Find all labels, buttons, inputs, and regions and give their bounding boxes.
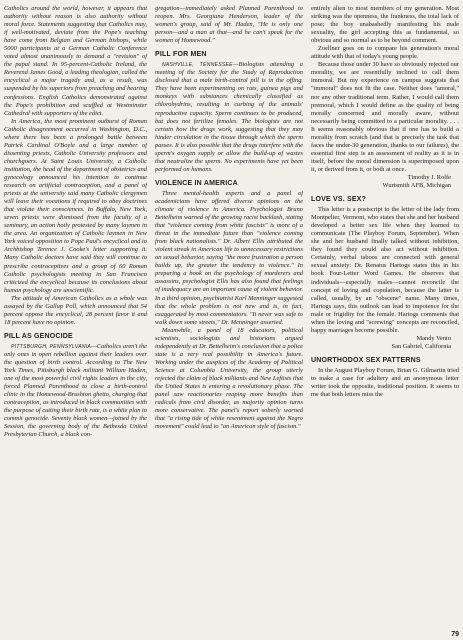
signature-name: Timothy J. Rolfe (407, 173, 451, 181)
section-heading: VIOLENCE IN AMERICA (155, 179, 238, 187)
paragraph: —Biologists attending a meeting of the Society for the Study of Reproduction disclosed that a male birth-control pill is in the offing. They have been experimenting on rats, guinea pigs and monkeys with substances chemically classified as chlorohydrins, resulting in curbing of the animals' reproductive capacity. Sperm continues to be produced, but does not fertilize females. The biologists are not certain how the drugs work, suggesting that they may hinder circulation in the tissue through which the sperm passes. It is also possible that the drugs interfere with the sperm's oxygen supply or allow the build-up of wastes that neutralize the sperm. No experiments have yet been performed on humans. (155, 61, 303, 173)
signature-location: San Gabriel, California (391, 342, 451, 350)
section-heading: LOVE VS. SEX? (311, 196, 367, 204)
paragraph: In the August Playboy Forum, Brian G. Gilmartin tried to make a case for adultery and an anonymous letter writer took the opposite, traditional position. It seems to me that both letters miss the (311, 366, 459, 399)
paragraph: Zoellner goes on to compare his generation's moral attitude with that of today's young people. (311, 45, 459, 61)
paragraph: Meanwhile, a panel of 18 educators, political scientists, sociologists and historians argued independently at Dr. Bettelheim's conclusion that a police state is a very real possibility in America's future. Working under the auspices of the Academy of Political Science at Columbia University, the group utterly rejected the claim of black militants and New Leftists that the United States is entering a revolutionary phase. The panel saw reactionaries reaping more benefits than radicals from civil disorder, as majority opinion turns more conservative. The panel's report soberly warned that "a rising tide of white resentment against the Negro movement" could lead to "an American style of fascism." (155, 326, 303, 431)
paragraph: The attitude of American Catholics as a whole was assayed by the Gallup Poll, which announced that 54 percent oppose the encyclical, 28 percent favor it and 18 percent have no opinion. (4, 294, 147, 326)
column-middle (155, 5, 303, 637)
dateline: NASHVILLE, TENNESSEE (162, 62, 233, 69)
section-heading: UNORTHODOX SEX PATTERNS (311, 356, 421, 364)
section-heading: PILL FOR MEN (155, 51, 207, 59)
paragraph: Catholics around the world, however, it appears that authority without reason is also authority without moral force. Statements suggesting that Catholics may, if well-motivated, deviate from the Pope's teaching have come from Belgian and German bishops, while 5000 participants at a German Catholic Conference voted almost unanimously to demand a "revision" of the papal stand. In 95-percent-Catholic Ireland, the Reverend James Good, a leading theologian, called the encyclical a major tragedy and, as a result, was suspended by his superiors from preaching and hearing confessions. English Catholics demonstrated against the Pope's prohibition and scuffled at Westminster Cathedral with supporters of the edict. (4, 5, 147, 117)
paragraph: Because those under 30 have so obviously rejected our morality, we are resentfully inclined to call them immoral. But my experience on campus suggests that "immoral" does not fit the case. Neither does "amoral," nor any other traditional term. Rather, I would call them premoral, which I would define as the quality of being morally concerned and morally aware, without necessarily being committed to a particular morality. . . . It seems reasonably obvious that if one has to build a morality from scratch (and that is precisely the task that faces the under-30 generation, thanks to our failures), the essential first step is an assessment of reality as it is in itself, before the moral dimension is superimposed upon it, or derived from it, or both at once. (311, 61, 459, 173)
section-heading: PILL AS GENOCIDE (4, 332, 73, 340)
paragraph: In America, the most prominent outburst of Roman Catholic disagreement occurred in Washington, D.C., where there has been a prolonged battle between Patrick Cardinal O'Boyle and a large number of dissenting priests, Catholic University professors and churchgoers. At Saint Louis University, a Catholic institution, the head of the department of obstetrics and gynecology announced his intention to continue research on artificial contraception, and a panel of priests at the university said many Catholic clergymen will leave their vocations if required to obey doctrines that violate their consciences. In Buffalo, New York, seven priests were dismissed from the faculty of a seminary, an action hotly protested by many laymen in the area. An organization of Catholic laymen in New York voiced opposition to Pope Paul's encyclical and to Archbishop Terence J. Cooke's letter supporting it. Many Catholic doctors have said they will continue to prescribe contraceptives and a group of 60 Roman Catholic psychologists meeting in San Francisco criticized the encyclical because its conclusions about human psychology are unscientific. (4, 117, 147, 294)
page-number: 79 (451, 631, 459, 638)
paragraph: gregation—immediately asked Planned Parenthood to reopen. Mrs. Georgiana Henderson, leader of the women's group, said of Mr. Haden, "He is only one person—and a man at that—and he can't speak for the women of Homewood." (155, 5, 303, 45)
paragraph: —Catholics aren't the only ones in open rebellion against their leaders over the question of birth control. According to The New York Times, Pittsburgh black militant William Haden, one of the most powerful civil rights leaders in the city, forced Planned Parenthood to close a birth-control clinic in the Homewood-Brushton ghetto, charging that contraception, as introduced in black communities with the purpose of cutting their birth rate, is a white plan to commit genocide. Seventy black women—joined by the Session, the governing body of the Bethesda United Presbyterian Church, a black con- (4, 342, 147, 439)
paragraph: entirely alien to most members of my generation. Most striking was the openness, the frankness, the total lack of pose; the boy unabashedly manifesting his male sexuality, the girl accepting this as fundamental, so obvious and so normal as to be beyond comment. (311, 5, 459, 45)
signature-name: Mandy Vento (416, 334, 451, 342)
dateline: PITTSBURGH, PENNSYLVANIA (11, 343, 92, 350)
signature-location: Wurtsmith AFB, Michigan (382, 182, 451, 190)
column-left (4, 5, 147, 637)
paragraph: This letter is a postscript to the letter of the lady from Montpelier, Vermont, who states that she and her husband developed a better sex life when they learned to communicate (The Playboy Forum, September). When she and her husband finally talked without inhibition, they found they could also act without inhibition. Certainly, verbal taboos are connected with general sexual anxiety: Dr. Renatus Hartogs states this in his book Four-Letter Word Games. He observes that individuals—especially males—cannot reconcile the concept of loving and copulation, because the latter is called, usually, by an "obscene" name. Many times, Hartogs says, this outlook can lead to impotence for the male or frigidity for the female. Hartogs comments that when the loving and "screwing" concepts are reconciled, happy marriages become possible. (311, 206, 459, 334)
paragraph: Three mental-health experts and a panel of academicians have offered diverse opinions on the climate of violence in America. Psychologist Bruno Bettelheim warned of the growing racist backlash, stating that "violence coming from white fascists" is more of a threat in the immediate future than "violence coming from black nationalists." Dr. Albert Ellis attributed the violent streak in American life to unnecessary restrictions on sexual behavior, saying "the more frustration a person builds up, the greater the tendency to violence." In preparing a book on the psychology of murderers and assassins, psychologist Ellis has also found that feelings of inadequacy are an important cause of violent behavior. In a third opinion, psychiatrist Karl Menninger suggested that the whole problem is not new and is, in fact, exaggerated by most commentators. "It never was safe to walk down some streets," Dr. Menninger asserted. (155, 189, 303, 326)
column-right (311, 5, 459, 637)
